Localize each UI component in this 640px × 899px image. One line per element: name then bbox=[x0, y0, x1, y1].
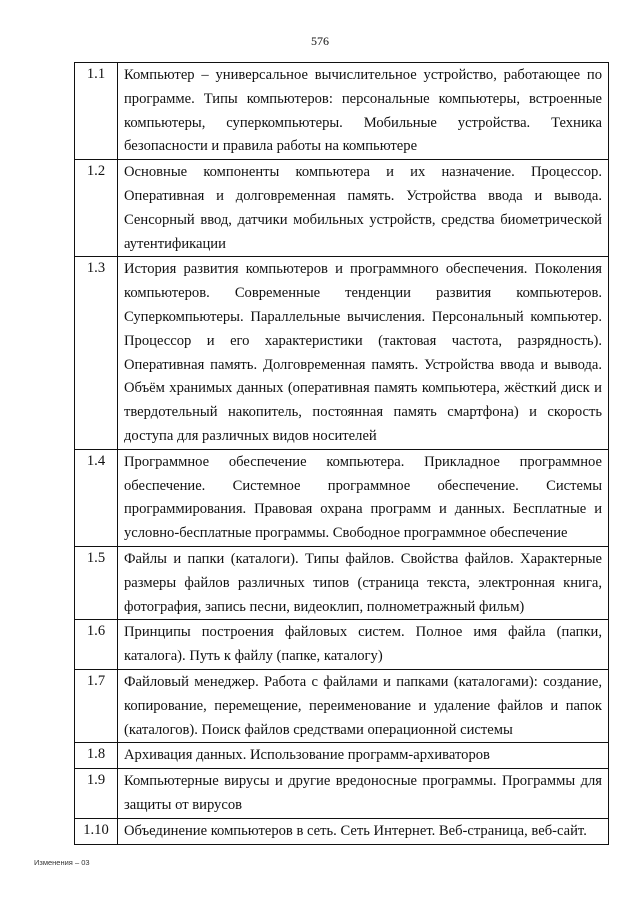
revision-note: Изменения – 03 bbox=[34, 858, 90, 867]
row-text: История развития компьютеров и программного обеспечения. Поколения компьютеров. Современные тенденции развития компьютеров. Суперкомпьютеры. Параллельные вычисления. Персональный компьютер. Процессор и его характеристики (тактовая частота, разрядность). Оперативная память. Долговременная память. Устройства ввода и вывода. Объём хранимых данных (оперативная память компьютера, жёсткий диск и твердотельный накопитель, постоянная память смартфона) и скорость доступа для различных видов носителей bbox=[118, 257, 609, 449]
row-text: Архивация данных. Использование программ-архиваторов bbox=[118, 743, 609, 769]
row-number: 1.9 bbox=[75, 769, 118, 819]
page-number: 576 bbox=[311, 34, 329, 48]
row-text: Компьютерные вирусы и другие вредоносные программы. Программы для защиты от вирусов bbox=[118, 769, 609, 819]
table-row bbox=[75, 63, 609, 160]
row-text: Файлы и папки (каталоги). Типы файлов. Свойства файлов. Характерные размеры файлов различных типов (страница текста, электронная книга, фотография, запись песни, видеоклип, полнометражный фильм) bbox=[118, 546, 609, 619]
row-text: Файловый менеджер. Работа с файлами и папками (каталогами): создание, копирование, перемещение, переименование и удаление файлов и папок (каталогов). Поиск файлов средствами операционной системы bbox=[118, 669, 609, 742]
row-number: 1.4 bbox=[75, 449, 118, 546]
table-row bbox=[75, 669, 609, 742]
table-row bbox=[75, 449, 609, 546]
row-text: Принципы построения файловых систем. Полное имя файла (папки, каталога). Путь к файлу (папке, каталогу) bbox=[118, 620, 609, 670]
row-number: 1.7 bbox=[75, 669, 118, 742]
row-number: 1.10 bbox=[75, 818, 118, 844]
row-number: 1.2 bbox=[75, 160, 118, 257]
table-row bbox=[75, 160, 609, 257]
row-text: Объединение компьютеров в сеть. Сеть Интернет. Веб-страница, веб-сайт. bbox=[118, 818, 609, 844]
table-row bbox=[75, 818, 609, 844]
topics-table bbox=[74, 62, 609, 845]
table-row bbox=[75, 546, 609, 619]
row-number: 1.5 bbox=[75, 546, 118, 619]
table-row bbox=[75, 620, 609, 670]
table-row bbox=[75, 743, 609, 769]
row-text: Программное обеспечение компьютера. Прикладное программное обеспечение. Системное программное обеспечение. Системы программирования. Правовая охрана программ и данных. Бесплатные и условно-бесплатные программы. Свободное программное обеспечение bbox=[118, 449, 609, 546]
table-row bbox=[75, 769, 609, 819]
row-text: Компьютер – универсальное вычислительное устройство, работающее по программе. Типы компьютеров: персональные компьютеры, встроенные компьютеры, суперкомпьютеры. Мобильные устройства. Техника безопасности и правила работы на компьютере bbox=[118, 63, 609, 160]
row-number: 1.8 bbox=[75, 743, 118, 769]
row-text: Основные компоненты компьютера и их назначение. Процессор. Оперативная и долговременная память. Устройства ввода и вывода. Сенсорный ввод, датчики мобильных устройств, средства биометрической аутентификации bbox=[118, 160, 609, 257]
row-number: 1.1 bbox=[75, 63, 118, 160]
table-row bbox=[75, 257, 609, 449]
topics-table-body bbox=[75, 63, 609, 845]
row-number: 1.6 bbox=[75, 620, 118, 670]
row-number: 1.3 bbox=[75, 257, 118, 449]
